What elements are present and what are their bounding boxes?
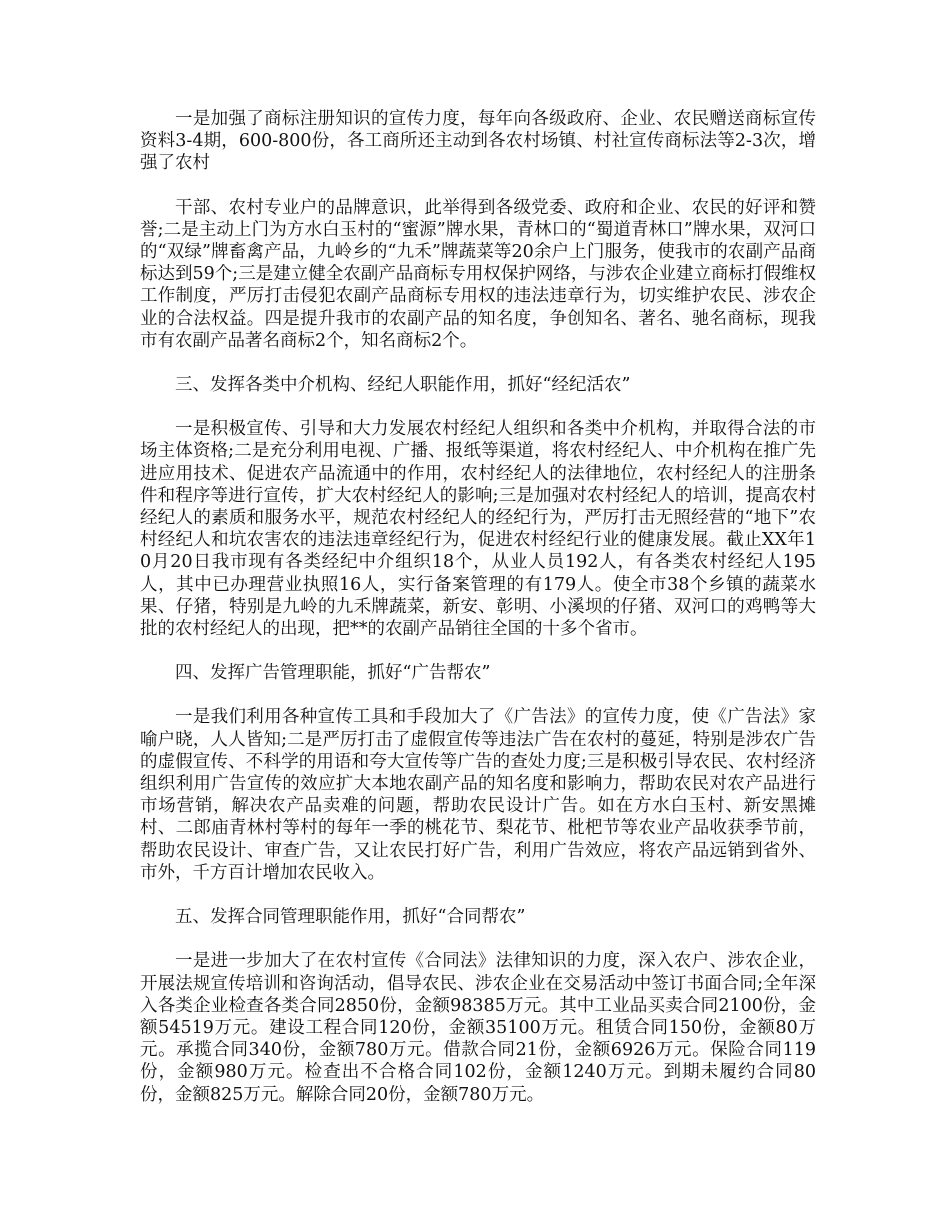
paragraph-contract-work: 一是进一步加大了在农村宣传《合同法》法律知识的力度，深入农户、涉农企业，开展法规宣传培训和咨询活动，倡导农民、涉农企业在交易活动中签订书面合同;全年深入各类企业检查各类合同2850份，金额98385万元。其中工业品买卖合同2100份，金额54519万元。建设工程合同120份，金额35100万元。租赁合同150份，金额80万元。承揽合同340份，金额780万元。借款合同21份，金额6926万元。保险合同119份，金额980万元。检查出不合格合同102份，金额1240万元。到期未履约合同80份，金额825万元。解除合同20份，金额780万元。 [140, 951, 816, 1105]
paragraph-broker-work: 一是积极宣传、引导和大力发展农村经纪人组织和各类中介机构，并取得合法的市场主体资格;二是充分利用电视、广播、报纸等渠道，将农村经纪人、中介机构在推广先进应用技术、促进农产品流通中的作用，农村经纪人的法律地位，农村经纪人的注册条件和程序等进行宣传，扩大农村经纪人的影响;三是加强对农村经纪人的培训，提高农村经纪人的素质和服务水平，规范农村经纪人的经纪行为，严厉打击无照经营的“地下”农村经纪人和坑农害农的违法违章经纪行为，促进农村经纪行业的健康发展。截止XX年10月20日我市现有各类经纪中介组织18个，从业人员192人，有各类农村经纪人195人，其中已办理营业执照16人，实行备案管理的有179人。使全市38个乡镇的蔬菜水果、仔猪，特别是九岭的九禾牌蔬菜，新安、彰明、小溪坝的仔猪、双河口的鸡鸭等大批的农村经纪人的出现，把**的农副产品销往全国的十多个省市。 [140, 419, 816, 640]
document-body [140, 108, 816, 1128]
section-heading-contract: 五、发挥合同管理职能作用，抓好“合同帮农” [175, 907, 526, 928]
section-heading-broker: 三、发挥各类中介机构、经纪人职能作用，抓好“经纪活农” [175, 375, 631, 396]
paragraph-trademark-publicity: 一是加强了商标注册知识的宣传力度，每年向各级政府、企业、农民赠送商标宣传资料3-4期，600-800份，各工商所还主动到各农村场镇、村社宣传商标法等2-3次，增强了农村 [140, 109, 816, 174]
paragraph-brand-awareness: 干部、农村专业户的品牌意识，此举得到各级党委、政府和企业、农民的好评和赞誉;二是主动上门为方水白玉村的“蜜源”牌水果，青林口的“蜀道青林口”牌水果，双河口的“双绿”牌畜禽产品，九岭乡的“九禾”牌蔬菜等20余户上门服务，使我市的农副产品商标达到59个;三是建立健全农副产品商标专用权保护网络，与涉农企业建立商标打假维权工作制度，严厉打击侵犯农副产品商标专用权的违法违章行为，切实维护农民、涉农企业的合法权益。四是提升我市的农副产品的知名度，争创知名、著名、驰名商标，现我市有农副产品著名商标2个，知名商标2个。 [140, 197, 816, 351]
section-heading-advertising: 四、发挥广告管理职能，抓好“广告帮农” [175, 663, 491, 684]
paragraph-advertising-work: 一是我们利用各种宣传工具和手段加大了《广告法》的宣传力度，使《广告法》家喻户晓，人人皆知;二是严厉打击了虚假宣传等违法广告在农村的蔓延，特别是涉农广告的虚假宣传、不科学的用语和夸大宣传等广告的查处力度;三是积极引导农民、农村经济组织利用广告宣传的效应扩大本地农副产品的知名度和影响力，帮助农民对农产品进行市场营销，解决农产品卖难的问题，帮助农民设计广告。如在方水白玉村、新安黑摊村、二郎庙青林村等村的每年一季的桃花节、梨花节、枇杷节等农业产品收获季节前，帮助农民设计、审查广告，又让农民打好广告，利用广告效应，将农产品远销到省外、市外，千方百计增加农民收入。 [140, 707, 816, 883]
